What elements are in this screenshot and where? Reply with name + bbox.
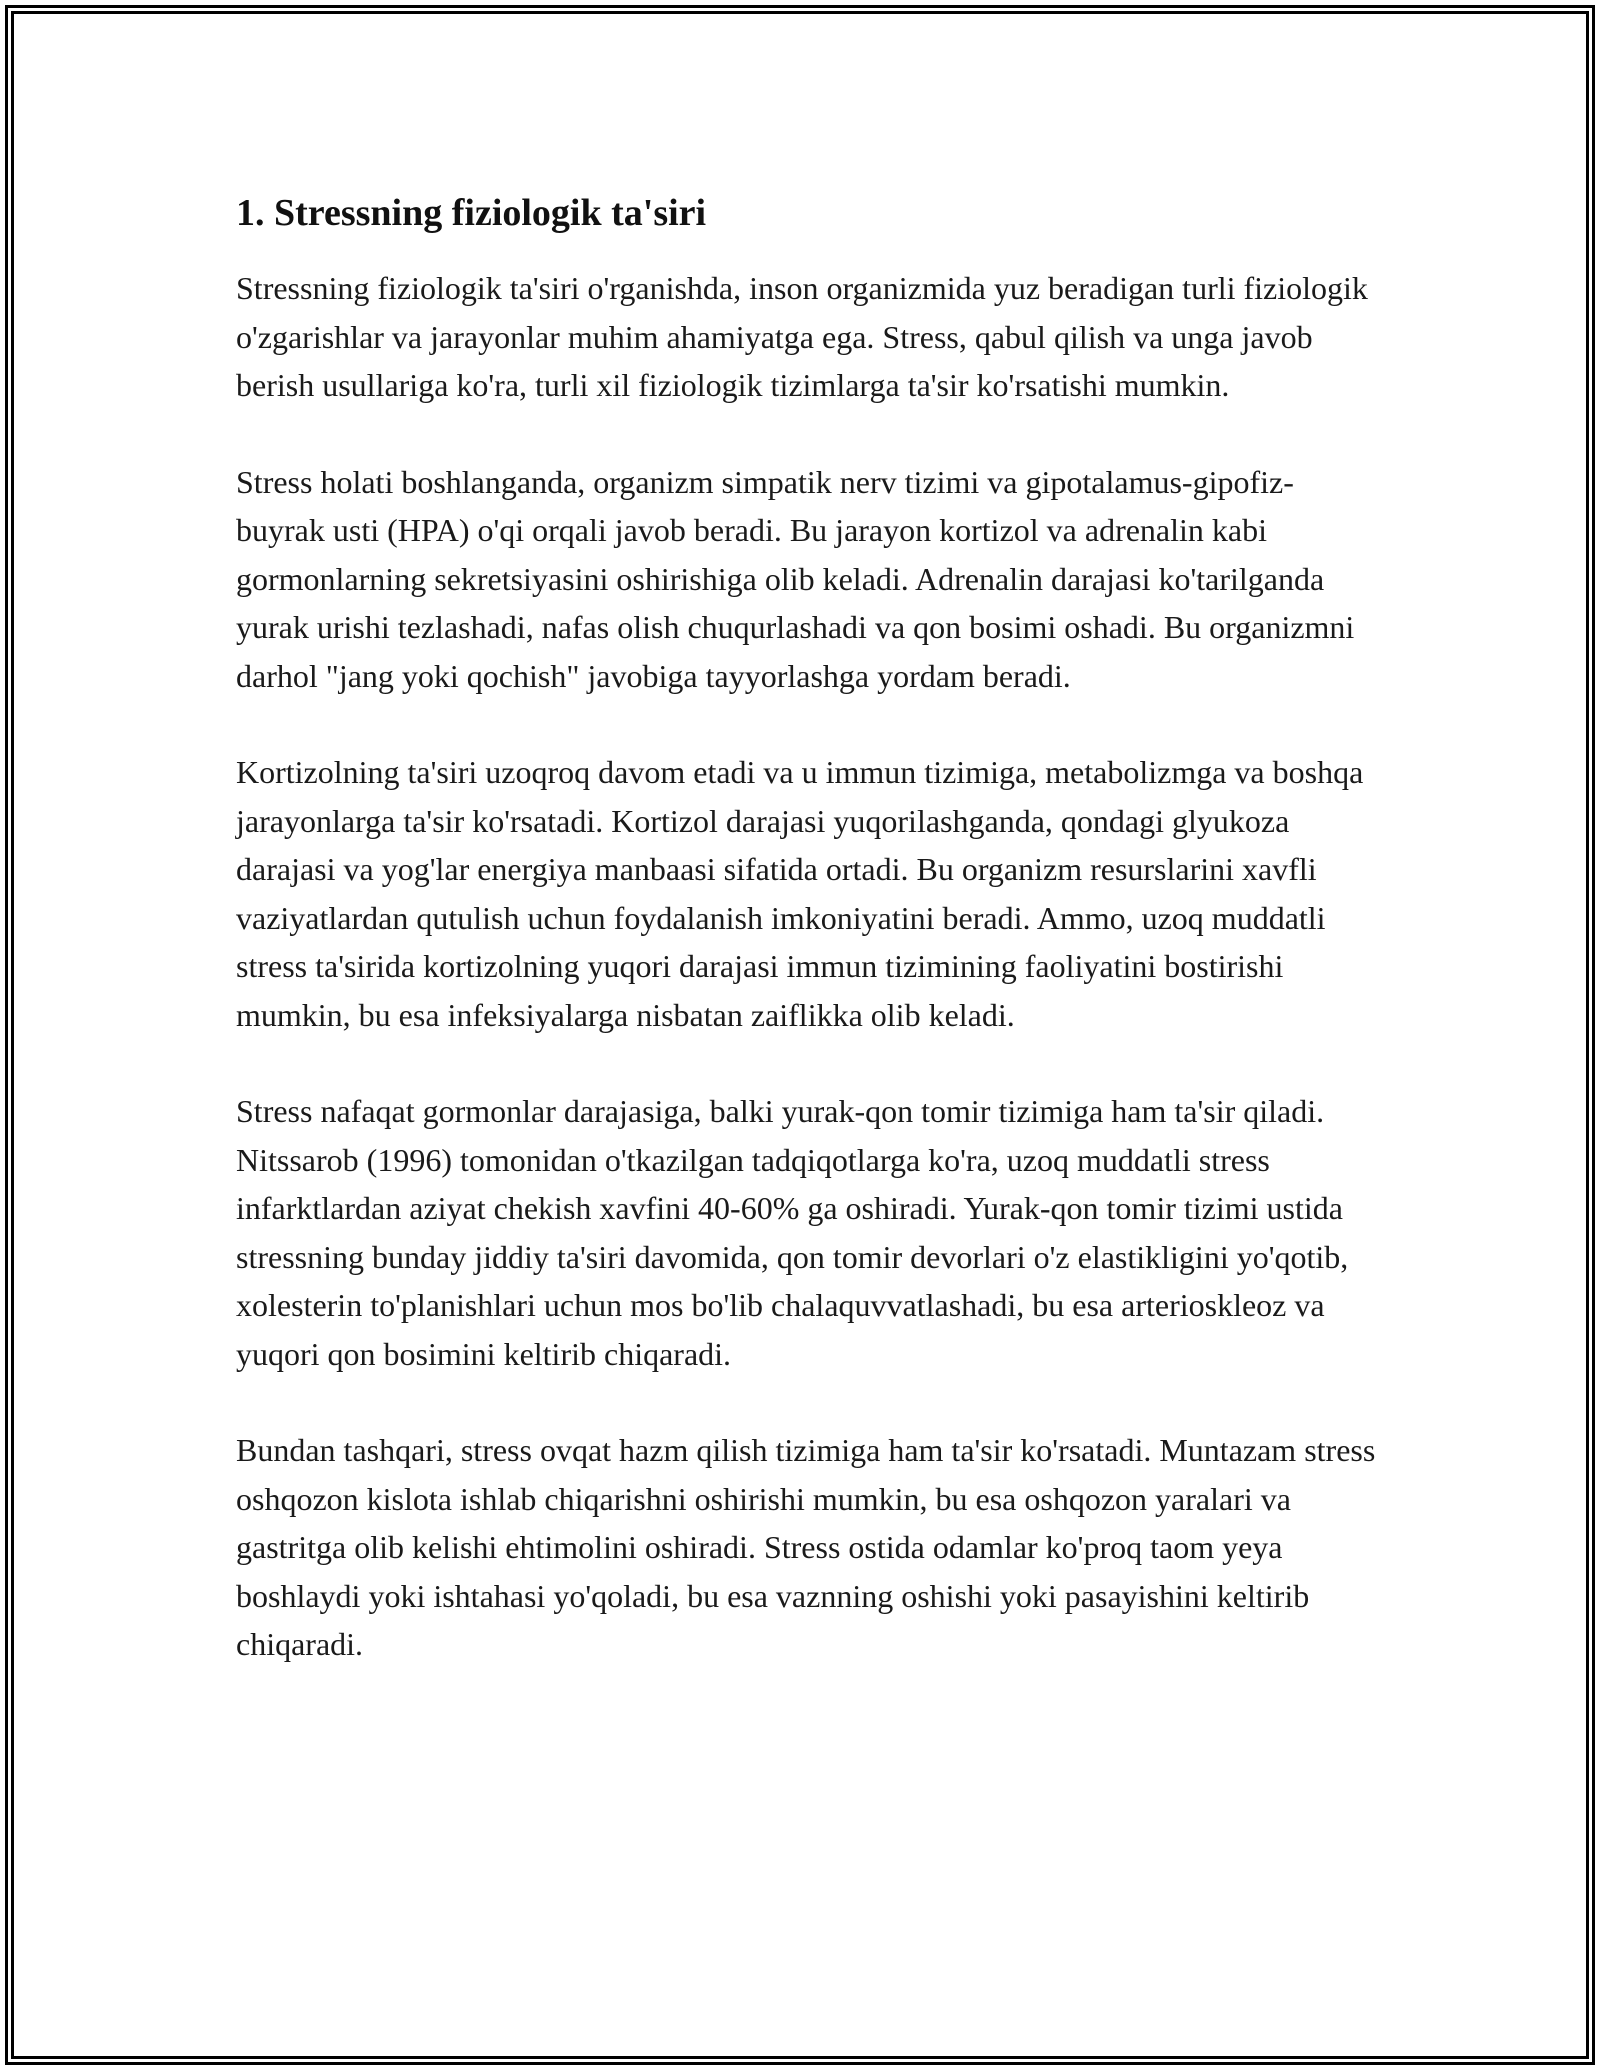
paragraph-cardiovascular: Stress nafaqat gormonlar darajasiga, balki yurak-qon tomir tizimiga ham ta'sir qiladi. Nitssarob (1996) tomonidan o'tkazilgan tadqiqotlarga ko'ra, uzoq muddatli stress infarktlardan aziyat chekish xavfini 40-60% ga oshiradi. Yurak-qon tomir tizimi ustida stressning bunday jiddiy ta'siri davomida, qon tomir devorlari o'z elastikligini yo'qotib, xolesterin to'planishlari uchun mos bo'lib chalaquvvatlashadi, bu esa arterioskleoz va yuqori qon bosimini keltirib chiqaradi.: [236, 1093, 1349, 1372]
paragraph-intro: Stressning fiziologik ta'siri o'rganishda, inson organizmida yuz beradigan turli fiziologik o'zgarishlar va jarayonlar muhim ahamiyatga ega. Stress, qabul qilish va unga javob berish usullariga ko'ra, turli xil fiziologik tizimlarga ta'sir ko'rsatishi mumkin.: [236, 270, 1368, 403]
paragraph-stress-response: Stress holati boshlanganda, organizm simpatik nerv tizimi va gipotalamus-gipofiz-buyrak usti (HPA) o'qi orqali javob beradi. Bu jarayon kortizol va adrenalin kabi gormonlarning sekretsiyasini oshirishiga olib keladi. Adrenalin darajasi ko'tarilganda yurak urishi tezlashadi, nafas olish chuqurlashadi va qon bosimi oshadi. Bu organizmni darhol "jang yoki qochish" javobiga tayyorlashga yordam beradi.: [236, 463, 1355, 694]
paragraph-digestive: Bundan tashqari, stress ovqat hazm qilish tizimiga ham ta'sir ko'rsatadi. Muntazam stress oshqozon kislota ishlab chiqarishni oshirishi mumkin, bu esa oshqozon yaralari va gastritga olib kelishi ehtimolini oshiradi. Stress ostida odamlar ko'proq taom yeya boshlaydi yoki ishtahasi yo'qoladi, bu esa vaznning oshishi yoki pasayishini keltirib chiqaradi.: [236, 1432, 1376, 1662]
document-body: [236, 185, 1376, 1717]
paragraph-cortisol: Kortizolning ta'siri uzoqroq davom etadi va u immun tizimiga, metabolizmga va boshqa jarayonlarga ta'sir ko'rsatadi. Kortizol darajasi yuqorilashganda, qondagi glyukoza darajasi va yog'lar energiya manbaasi sifatida ortadi. Bu organizm resurslarini xavfli vaziyatlardan qutulish uchun foydalanish imkoniyatini beradi. Ammo, uzoq muddatli stress ta'sirida kortizolning yuqori darajasi immun tizimining faoliyatini bostirishi mumkin, bu esa infeksiyalarga nisbatan zaiflikka olib keladi.: [236, 754, 1364, 1033]
section-title: 1. Stressning fiziologik ta'siri: [236, 192, 707, 234]
